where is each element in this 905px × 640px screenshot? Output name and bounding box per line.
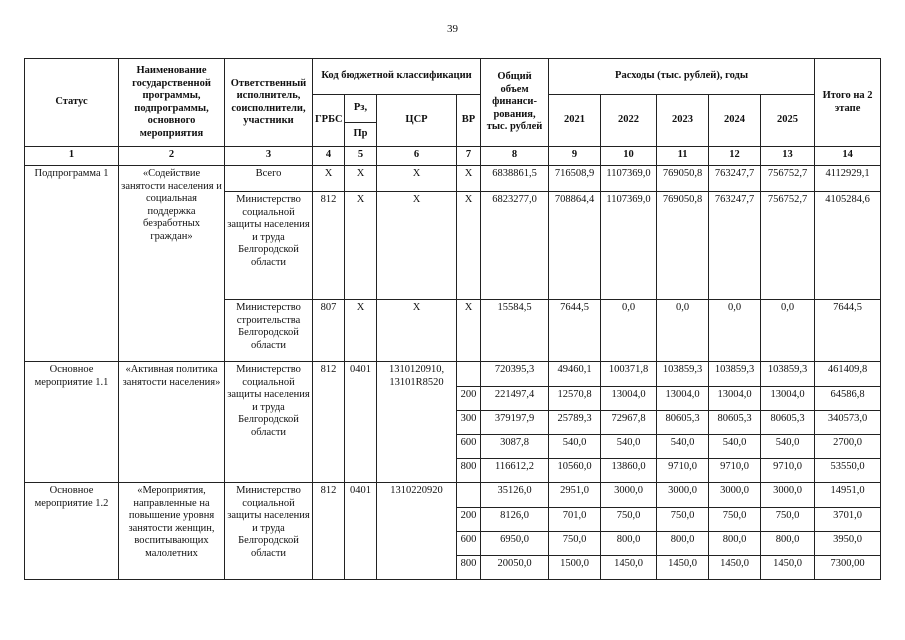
cell-vr: 200	[457, 508, 481, 532]
cell-2023: 769050,8	[657, 166, 709, 192]
cell-total: 15584,5	[481, 300, 549, 362]
cell-2024: 750,0	[709, 508, 761, 532]
header-stage-total: Итого на 2 этапе	[815, 59, 881, 147]
cell-sum: 53550,0	[815, 459, 881, 483]
cell-2021: 701,0	[549, 508, 601, 532]
header-csr: ЦСР	[377, 95, 457, 147]
cell-2021: 2951,0	[549, 483, 601, 508]
cell-2022: 13860,0	[601, 459, 657, 483]
header-name: Наименование государственной программы, подпрограммы, основного мероприятия	[119, 59, 225, 147]
cell-vr: 600	[457, 435, 481, 459]
cell-total: 6838861,5	[481, 166, 549, 192]
cell-rz: Х	[345, 192, 377, 300]
row-responsible: Министерство социальной защиты населения и труда Белгородской области	[225, 483, 313, 580]
cell-2023: 800,0	[657, 532, 709, 556]
cell-2024: 13004,0	[709, 387, 761, 411]
cell-vr	[457, 362, 481, 387]
cell-2024: 3000,0	[709, 483, 761, 508]
row-name: «Содействие занятости населения и социальная поддержка безработных граждан»	[119, 166, 225, 362]
column-number: 2	[119, 147, 225, 166]
header-vr: ВР	[457, 95, 481, 147]
cell-rz: Х	[345, 300, 377, 362]
cell-total: 6823277,0	[481, 192, 549, 300]
cell-sum: 2700,0	[815, 435, 881, 459]
row-name: «Активная политика занятости населения»	[119, 362, 225, 483]
row-responsible: Министерство строительства Белгородской области	[225, 300, 313, 362]
row-responsible: Министерство социальной защиты населения и труда Белгородской области	[225, 362, 313, 483]
cell-sum: 4112929,1	[815, 166, 881, 192]
cell-vr: 300	[457, 411, 481, 435]
cell-2025: 540,0	[761, 435, 815, 459]
cell-sum: 340573,0	[815, 411, 881, 435]
cell-grbs: Х	[313, 166, 345, 192]
row-status: Подпрограмма 1	[25, 166, 119, 362]
cell-2023: 9710,0	[657, 459, 709, 483]
cell-csr: 1310120910, 13101R8520	[377, 362, 457, 483]
row-responsible: Всего	[225, 166, 313, 192]
cell-rz: 0401	[345, 483, 377, 580]
cell-vr: Х	[457, 192, 481, 300]
cell-total: 116612,2	[481, 459, 549, 483]
cell-2025: 800,0	[761, 532, 815, 556]
cell-2022: 1450,0	[601, 556, 657, 580]
cell-2023: 0,0	[657, 300, 709, 362]
cell-2025: 750,0	[761, 508, 815, 532]
cell-2022: 72967,8	[601, 411, 657, 435]
cell-sum: 14951,0	[815, 483, 881, 508]
page-number: 39	[447, 23, 458, 35]
header-pr: Пр	[345, 123, 377, 147]
cell-csr: Х	[377, 300, 457, 362]
cell-vr: 800	[457, 459, 481, 483]
cell-2022: 540,0	[601, 435, 657, 459]
row-name: «Мероприятия, направленные на повышение уровня занятости женщин, воспитывающих малолетних	[119, 483, 225, 580]
cell-2025: 103859,3	[761, 362, 815, 387]
header-year-2021: 2021	[549, 95, 601, 147]
cell-grbs: 812	[313, 483, 345, 580]
row-responsible: Министерство социальной защиты населения и труда Белгородской области	[225, 192, 313, 300]
cell-2024: 9710,0	[709, 459, 761, 483]
cell-2022: 0,0	[601, 300, 657, 362]
row-status: Основное мероприятие 1.1	[25, 362, 119, 483]
cell-2023: 103859,3	[657, 362, 709, 387]
column-number: 7	[457, 147, 481, 166]
cell-sum: 4105284,6	[815, 192, 881, 300]
cell-total: 35126,0	[481, 483, 549, 508]
column-number: 11	[657, 147, 709, 166]
cell-2021: 716508,9	[549, 166, 601, 192]
budget-table	[24, 58, 881, 580]
cell-total: 720395,3	[481, 362, 549, 387]
cell-2025: 0,0	[761, 300, 815, 362]
cell-2024: 1450,0	[709, 556, 761, 580]
cell-2025: 3000,0	[761, 483, 815, 508]
cell-rz: 0401	[345, 362, 377, 483]
column-number: 5	[345, 147, 377, 166]
cell-total: 6950,0	[481, 532, 549, 556]
cell-sum: 7644,5	[815, 300, 881, 362]
cell-2024: 763247,7	[709, 166, 761, 192]
cell-2023: 750,0	[657, 508, 709, 532]
header-status: Статус	[25, 59, 119, 147]
cell-2021: 1500,0	[549, 556, 601, 580]
header-year-2024: 2024	[709, 95, 761, 147]
cell-csr: Х	[377, 166, 457, 192]
cell-total: 8126,0	[481, 508, 549, 532]
cell-vr: Х	[457, 166, 481, 192]
cell-2021: 49460,1	[549, 362, 601, 387]
cell-total: 20050,0	[481, 556, 549, 580]
cell-2022: 3000,0	[601, 483, 657, 508]
cell-rz: Х	[345, 166, 377, 192]
cell-2025: 13004,0	[761, 387, 815, 411]
cell-2021: 540,0	[549, 435, 601, 459]
header-rz: Рз,	[345, 95, 377, 123]
column-number: 10	[601, 147, 657, 166]
cell-2021: 708864,4	[549, 192, 601, 300]
header-year-2022: 2022	[601, 95, 657, 147]
column-number: 8	[481, 147, 549, 166]
cell-2022: 750,0	[601, 508, 657, 532]
header-total: Общий объем финанси-рования, тыс. рублей	[481, 59, 549, 147]
column-number: 13	[761, 147, 815, 166]
cell-2021: 750,0	[549, 532, 601, 556]
cell-2024: 80605,3	[709, 411, 761, 435]
cell-2022: 1107369,0	[601, 192, 657, 300]
cell-sum: 3701,0	[815, 508, 881, 532]
cell-vr: 800	[457, 556, 481, 580]
cell-2023: 13004,0	[657, 387, 709, 411]
cell-2024: 0,0	[709, 300, 761, 362]
column-number: 12	[709, 147, 761, 166]
cell-csr: 1310220920	[377, 483, 457, 580]
cell-vr: 600	[457, 532, 481, 556]
cell-grbs: 807	[313, 300, 345, 362]
cell-2021: 10560,0	[549, 459, 601, 483]
header-expenses: Расходы (тыс. рублей), годы	[549, 59, 815, 95]
column-number: 3	[225, 147, 313, 166]
cell-total: 3087,8	[481, 435, 549, 459]
column-number: 14	[815, 147, 881, 166]
cell-sum: 461409,8	[815, 362, 881, 387]
cell-2025: 756752,7	[761, 192, 815, 300]
cell-csr: Х	[377, 192, 457, 300]
cell-2022: 800,0	[601, 532, 657, 556]
cell-2023: 80605,3	[657, 411, 709, 435]
cell-2024: 103859,3	[709, 362, 761, 387]
cell-2024: 540,0	[709, 435, 761, 459]
cell-2025: 80605,3	[761, 411, 815, 435]
cell-2021: 25789,3	[549, 411, 601, 435]
cell-total: 221497,4	[481, 387, 549, 411]
cell-sum: 3950,0	[815, 532, 881, 556]
cell-2023: 3000,0	[657, 483, 709, 508]
cell-2023: 769050,8	[657, 192, 709, 300]
row-status: Основное мероприятие 1.2	[25, 483, 119, 580]
cell-2023: 540,0	[657, 435, 709, 459]
cell-2022: 1107369,0	[601, 166, 657, 192]
column-number: 4	[313, 147, 345, 166]
cell-2025: 1450,0	[761, 556, 815, 580]
cell-2025: 9710,0	[761, 459, 815, 483]
header-responsible: Ответственный исполнитель, соисполнители, участники	[225, 59, 313, 147]
cell-2021: 7644,5	[549, 300, 601, 362]
cell-grbs: 812	[313, 362, 345, 483]
cell-vr: 200	[457, 387, 481, 411]
cell-2025: 756752,7	[761, 166, 815, 192]
header-budget-code: Код бюджетной классификации	[313, 59, 481, 95]
cell-2022: 13004,0	[601, 387, 657, 411]
cell-vr	[457, 483, 481, 508]
cell-2021: 12570,8	[549, 387, 601, 411]
cell-2024: 763247,7	[709, 192, 761, 300]
header-grbs: ГРБС	[313, 95, 345, 147]
cell-2022: 100371,8	[601, 362, 657, 387]
cell-2023: 1450,0	[657, 556, 709, 580]
column-number: 9	[549, 147, 601, 166]
cell-vr: Х	[457, 300, 481, 362]
cell-sum: 7300,00	[815, 556, 881, 580]
column-number: 6	[377, 147, 457, 166]
header-year-2025: 2025	[761, 95, 815, 147]
column-number: 1	[25, 147, 119, 166]
cell-sum: 64586,8	[815, 387, 881, 411]
cell-2024: 800,0	[709, 532, 761, 556]
cell-total: 379197,9	[481, 411, 549, 435]
cell-grbs: 812	[313, 192, 345, 300]
header-year-2023: 2023	[657, 95, 709, 147]
